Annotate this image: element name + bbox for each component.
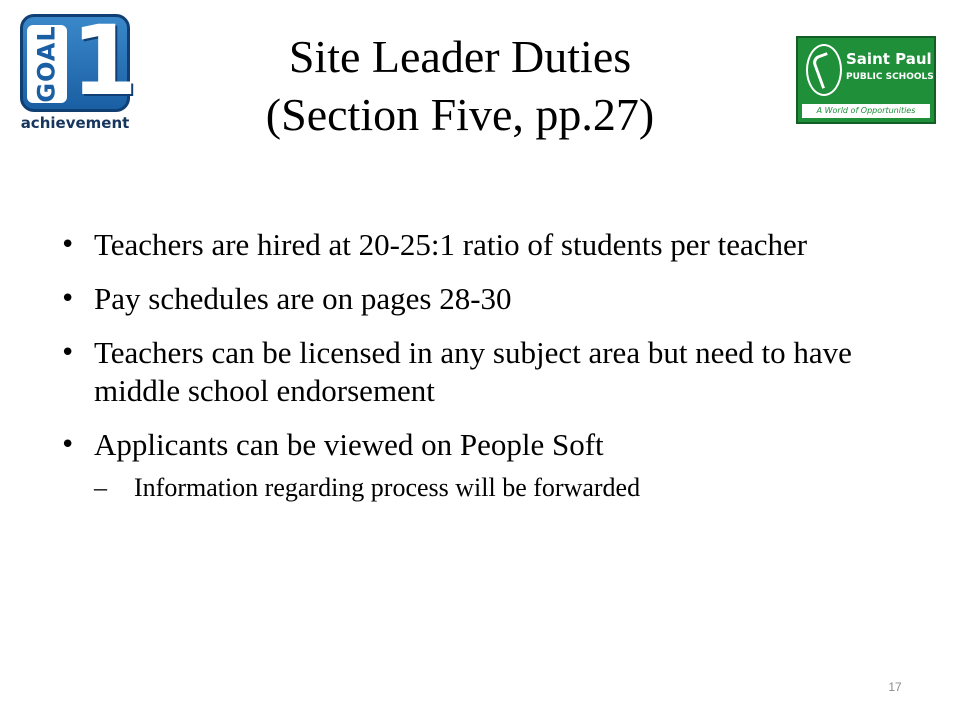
- bullet-marker: •: [60, 338, 76, 368]
- slide-number: 17: [888, 680, 902, 694]
- bullet-text: Pay schedules are on pages 28-30: [94, 281, 512, 316]
- public-schools-text: PUBLIC SCHOOLS: [846, 72, 934, 82]
- bullet-marker: •: [60, 430, 76, 460]
- goal-tagline: achievement: [20, 114, 130, 132]
- goal-word: GOAL: [33, 25, 62, 103]
- title-line-1: Site Leader Duties: [288, 31, 632, 82]
- list-item: [60, 334, 890, 410]
- bullet-text: Teachers are hired at 20-25:1 ratio of students per teacher: [94, 227, 808, 262]
- sub-list-item: [94, 472, 890, 504]
- saint-paul-name: Saint Paul: [846, 50, 932, 68]
- goal-number: 1: [71, 5, 138, 117]
- list-item: [60, 226, 890, 264]
- bullet-text: Teachers can be licensed in any subject area but need to have middle school endorsement: [94, 335, 852, 408]
- goal-badge: [20, 5, 138, 117]
- sub-list: [94, 472, 890, 504]
- bullet-text: Applicants can be viewed on People Soft: [94, 427, 604, 462]
- saint-paul-motto: A World of Opportunities: [802, 104, 930, 118]
- list-item: [60, 426, 890, 504]
- bullet-list: [60, 226, 890, 520]
- bullet-marker: •: [60, 284, 76, 314]
- sub-bullet-text: Information regarding process will be forwarded: [134, 473, 641, 502]
- bullet-marker: •: [60, 230, 76, 260]
- saint-paul-logo: [796, 36, 936, 124]
- sub-marker: –: [94, 473, 107, 502]
- list-item: [60, 280, 890, 318]
- goal-logo: [16, 5, 138, 140]
- goal-word-panel: [27, 25, 67, 103]
- title-line-2: (Section Five, pp.27): [265, 89, 655, 140]
- slide-title: [150, 28, 770, 144]
